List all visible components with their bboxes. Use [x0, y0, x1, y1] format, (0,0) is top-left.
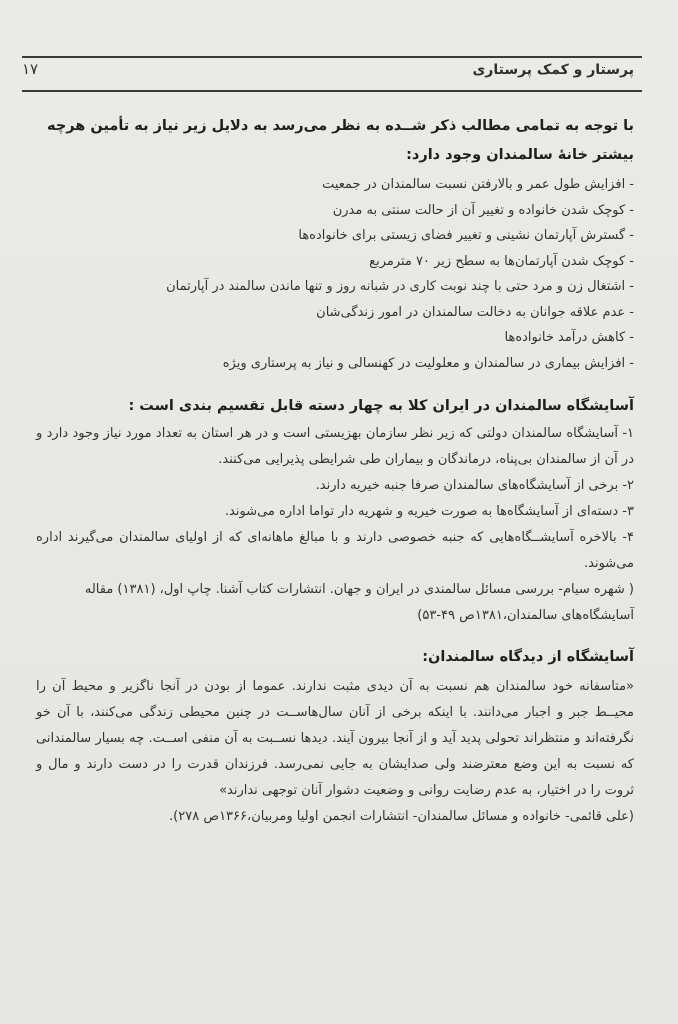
quote-citation: (علی قائمی- خانواده و مسائل سالمندان- انتشارات انجمن اولیا ومربیان،۱۳۶۶ص ۲۷۸). — [169, 809, 634, 824]
list-item: - افزایش بیماری در سالمندان و معلولیت در کهنسالی و نیاز به پرستاری ویژه — [222, 355, 634, 371]
category-1: ۱- آسایشگاه سالمندان دولتی که زیر نظر سازمان بهزیستی است و در هر استان به تعداد مورد نیاز وجود دارد و در آن از سالمندان بی‌پناه، درماندگان و بیماران طی شرایطی پذیرایی می‌کنند. — [36, 426, 634, 467]
list-item: - عدم علاقه جوانان به دخالت سالمندان در امور زندگی‌شان — [316, 304, 634, 320]
list-item: - کاهش درآمد خانواده‌ها — [504, 330, 634, 345]
quote-paragraph — [36, 674, 634, 830]
section3-heading: آسایشگاه از دیدگاه سالمندان: — [422, 649, 634, 665]
category-3: ۳- دسته‌ای از آسایشگاه‌ها به صورت خیریه و شهریه دار تواما اداره می‌شوند. — [224, 504, 634, 519]
quote-text: «متاسفانه خود سالمندان هم نسبت به آن دیدی مثبت ندارند. عموما از بودن در آنجا ناگزیر و محیط آن را محیــط جبر و اجبار می‌دانند. با اینکه برخی از آنان سال‌هاســت در چنین محیطی زندگی می‌کنند، با آن خو نگرفته‌اند و منتظراند تحولی پدید آید و از آنجا بیرون آیند. دیدها نســبت به آن منفی اســت. چه بسیار سالمندانی که نسبت به این وضع معترضند ولی صدایشان به جایی نمی‌رسد. فرزندان قدرت را در دست دارند و مال و ثروت را در اختیار، به عدم رضایت روانی و وضعیت دشوار آنان توجهی ندارند» — [36, 679, 634, 798]
list-item: - اشتغال زن و مرد حتی با چند نوبت کاری در شبانه روز و تنها ماندن سالمند در آپارتمان — [166, 279, 634, 294]
header-bottom-rule — [22, 90, 642, 92]
list-item: - کوچک شدن آپارتمان‌ها به سطح زیر ۷۰ مترمربع — [369, 253, 634, 269]
page-header — [22, 58, 634, 92]
section1-heading: با توجه به تمامی مطالب ذکر شــده به نظر می‌رسد به دلایل زیر نیاز به تأمین هرچه بیشتر خانهٔ سالمندان وجود دارد: — [47, 118, 634, 163]
page-number: ۱۷ — [22, 60, 39, 78]
category-4: ۴- بالاخره آسایشــگاه‌هایی که جنبه خصوصی دارند و با مبالغ ماهانه‌ای که از اولیای سالمندان می‌گیرند اداره می‌شوند. — [36, 530, 634, 571]
section2-heading: آسایشگاه سالمندان در ایران کلا به چهار دسته قابل تقسیم بندی است : — [128, 398, 634, 414]
category-2: ۲- برخی از آسایشگاه‌های سالمندان صرفا جنبه خیریه دارند. — [315, 478, 634, 493]
list-item: - گسترش آپارتمان نشینی و تغییر فضای زیستی برای خانواده‌ها — [298, 228, 634, 243]
page-body — [36, 112, 634, 830]
list-item: - کوچک شدن خانواده و تغییر آن از حالت سنتی به مدرن — [332, 202, 634, 218]
running-title: پرستار و کمک پرستاری — [472, 62, 634, 78]
list-item: - افزایش طول عمر و بالارفتن نسبت سالمندان در جمعیت — [322, 177, 634, 192]
section2-citation: ( شهره سیام- بررسی مسائل سالمندی در ایران و جهان. انتشارات کتاب آشنا. چاپ اول، (۱۳۸۱) مقاله آسایشگاه‌های سالمندان،۱۳۸۱ص ۴۹-۵۳) — [84, 582, 634, 623]
reasons-list — [36, 172, 634, 376]
